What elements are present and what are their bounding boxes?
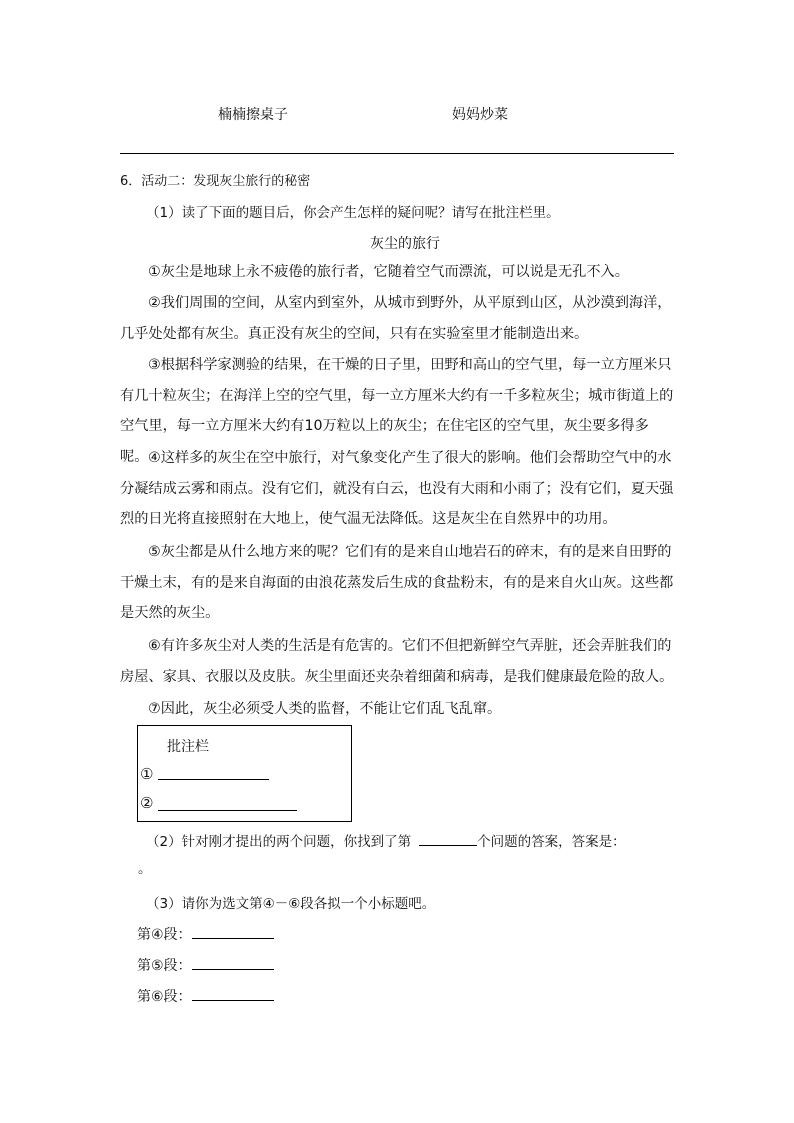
fill-line-4-label: 第④段：	[137, 927, 192, 943]
annotation-item-2-marker: ②	[140, 794, 154, 812]
answer-line-top	[120, 153, 674, 154]
annotation-item-1-marker: ①	[140, 765, 154, 783]
article-paragraph-5: ⑤灰尘都是从什么地方来的呢？它们有的是来自山地岩石的碎末，有的是来自田野的干燥土末，有的是来自海面的由浪花蒸发后生成的食盐粉末，有的是来自火山灰。这些都是天然的灰尘。	[120, 544, 674, 621]
annotation-box-title: 批注栏	[167, 739, 209, 755]
fill-line-5	[137, 955, 274, 975]
question6-heading: 6．活动二：发现灰尘旅行的秘密	[120, 174, 311, 189]
question6-sub2	[146, 830, 626, 850]
annotation-item-1-blank[interactable]	[158, 779, 269, 780]
article-paragraph-1: ①灰尘是地球上永不疲倦的旅行者，它随着空气而漂流，可以说是无孔不入。	[148, 264, 629, 280]
article-title: 灰尘的旅行	[370, 236, 440, 252]
article-paragraph-6: ⑥有许多灰尘对人类的生活是有危害的。它们不但把新鲜空气弄脏，还会弄脏我们的房屋、家具、衣服以及皮肤。灰尘里面还夹杂着细菌和病毒，是我们健康最危险的敌人。	[120, 638, 674, 685]
sub2-after: 个问题的答案，答案是：	[477, 834, 626, 850]
article-paragraph-4: ④这样多的灰尘在空中旅行，对气象变化产生了很大的影响。他们会帮助空气中的水分凝结成云雾和雨点。没有它们，就没有白云，也没有大雨和小雨了；没有它们，夏天强烈的日光将直接照射在大地上，使气温无法降低。这是灰尘在自然界中的功用。	[120, 450, 674, 527]
caption-left: 楠楠擦桌子	[218, 107, 288, 123]
sub2-before: （2）针对刚才提出的两个问题，你找到了第	[146, 834, 412, 850]
question6-sub1: （1）读了下面的题目后，你会产生怎样的疑问呢？请写在批注栏里。	[146, 205, 560, 221]
annotation-box	[137, 725, 352, 822]
fill-line-4-blank[interactable]	[192, 924, 274, 939]
annotation-item-2-blank[interactable]	[158, 810, 297, 811]
fill-line-5-blank[interactable]	[192, 955, 274, 970]
fill-line-6-label: 第⑥段：	[137, 989, 192, 1005]
sub2-end: 。	[138, 861, 152, 877]
fill-line-6-blank[interactable]	[192, 986, 274, 1001]
question6-sub3: （3）请你为选文第④－⑥段各拟一个小标题吧。	[146, 896, 436, 912]
article-paragraph-7: ⑦因此，灰尘必须受人类的监督，不能让它们乱飞乱窜。	[148, 701, 502, 717]
caption-right: 妈妈炒菜	[452, 107, 508, 123]
article-paragraph-2: ②我们周围的空间，从室内到室外，从城市到野外，从平原到山区，从沙漠到海洋，几乎处处都有灰尘。真正没有灰尘的空间，只有在实验室里才能制造出来。	[120, 295, 672, 342]
sub2-blank[interactable]	[419, 831, 477, 846]
fill-line-5-label: 第⑤段：	[137, 958, 192, 974]
fill-line-6	[137, 986, 274, 1006]
fill-line-4	[137, 924, 274, 944]
article-paragraph-3: ③根据科学家测验的结果，在干燥的日子里，田野和高山的空气里，每一立方厘米只有几十粒灰尘；在海洋上空的空气里，每一立方厘米大约有一千多粒灰尘；城市街道上的空气里，每一立方厘米大约有10万粒以上的灰尘；在住宅区的空气里，灰尘要多得多呢。	[120, 357, 674, 465]
